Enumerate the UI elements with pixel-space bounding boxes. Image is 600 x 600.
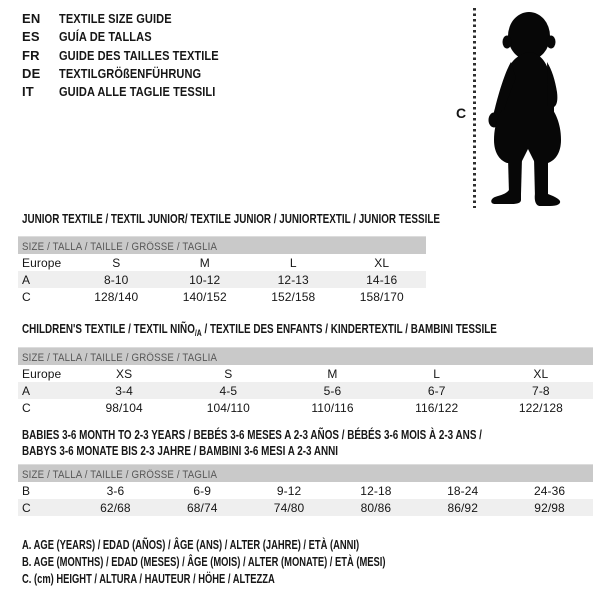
language-row (22, 29, 247, 47)
language-code: DE (22, 65, 41, 81)
row-label: A (22, 272, 31, 287)
row-label: C (22, 400, 31, 415)
size-value: 128/140 (94, 289, 139, 304)
height-measure-line (473, 8, 476, 208)
size-value: M (199, 255, 210, 270)
size-value: 9-12 (276, 483, 302, 498)
size-value: 62/68 (100, 500, 131, 515)
size-value: M (327, 366, 338, 381)
size-header-bar (18, 236, 426, 254)
row-label: Europe (22, 366, 62, 381)
size-value: 18-24 (447, 483, 479, 498)
row-label: C (22, 289, 31, 304)
language-guide-title: TEXTILGRÖßENFÜHRUNG (59, 65, 202, 81)
language-code: ES (22, 29, 40, 45)
size-header-bar (18, 464, 593, 482)
row-label: Europe (22, 255, 62, 270)
table-title-segment: JUNIOR TEXTILE / TEXTIL JUNIOR/ TEXTILE JUNIOR / JUNIORTEXTIL / JUNIOR TESSILE (22, 211, 440, 226)
size-value: 140/152 (182, 289, 227, 304)
language-guide-title: GUÍA DE TALLAS (59, 29, 152, 45)
row-label: A (22, 383, 31, 398)
size-value: S (112, 255, 121, 270)
size-value: 74/80 (273, 500, 305, 515)
row-label: C (22, 500, 31, 515)
language-code: FR (22, 47, 40, 63)
size-value: 12-13 (277, 272, 309, 287)
size-value: L (433, 366, 441, 381)
size-value: 4-5 (219, 383, 238, 398)
size-table (18, 482, 593, 516)
table-title-segment: BABYS 3-6 MONATE BIS 2-3 JAHRE / BAMBINI 3-6 MESI A 2-3 ANNI (22, 443, 339, 458)
language-code: EN (22, 11, 41, 26)
size-row (18, 254, 426, 271)
size-value: 12-18 (360, 483, 392, 498)
baby-silhouette-icon (482, 10, 572, 208)
size-value: 152/158 (271, 289, 316, 304)
table-title-segment: BABIES 3-6 MONTH TO 2-3 YEARS / BEBÉS 3-6 MESES A 2-3 AÑOS / BÉBÉS 3-6 MOIS À 2-3 ANS / (22, 427, 482, 442)
size-value: S (224, 366, 233, 381)
language-guide-title: GUIDA ALLE TAGLIE TESSILI (59, 84, 216, 100)
size-row (18, 499, 593, 516)
size-value: 80/86 (360, 500, 392, 515)
table-title (22, 427, 482, 459)
size-value: L (289, 255, 297, 270)
size-header-bar (18, 347, 593, 365)
language-title-list (22, 11, 247, 102)
size-row (18, 271, 426, 288)
size-value: 3-6 (106, 483, 125, 498)
size-value: 10-12 (189, 272, 221, 287)
size-value: 8-10 (104, 272, 129, 287)
row-label: B (22, 483, 31, 498)
table-title (22, 321, 497, 341)
size-header-label: SIZE / TALLA / TAILLE / GRÖSSE / TAGLIA (22, 469, 218, 481)
language-row (22, 66, 247, 84)
size-value: XL (374, 255, 390, 270)
size-row (18, 482, 593, 499)
language-row (22, 84, 247, 102)
size-value: 14-16 (366, 272, 398, 287)
language-code: IT (22, 84, 34, 100)
size-row (18, 288, 426, 305)
language-row (22, 48, 247, 66)
size-value: 6-9 (193, 483, 212, 498)
table-title-segment: / TEXTILE DES ENFANTS / KINDERTEXTIL / BAMBINI TESSILE (201, 321, 497, 336)
size-value: XL (533, 366, 549, 381)
legend-line: C. (cm) HEIGHT / ALTURA / HAUTEUR / HÖHE / ALTEZZA (22, 572, 275, 587)
size-value: XS (115, 366, 133, 381)
table-title-segment: CHILDREN'S TEXTILE / TEXTIL NIÑO (22, 321, 195, 336)
size-value: 6-7 (427, 383, 446, 398)
size-value: 3-4 (115, 383, 133, 398)
legend (22, 537, 507, 589)
height-label: C (456, 105, 467, 121)
table-title-segment: /A (194, 328, 202, 338)
size-value: 98/104 (105, 400, 143, 415)
table-title (22, 211, 440, 227)
size-value: 24-36 (533, 483, 566, 498)
size-header-label: SIZE / TALLA / TAILLE / GRÖSSE / TAGLIA (22, 352, 218, 364)
size-value: 7-8 (532, 383, 550, 398)
size-value: 116/122 (415, 400, 459, 415)
size-table (18, 254, 426, 305)
size-value: 104/110 (206, 400, 250, 415)
size-value: 5-6 (323, 383, 342, 398)
size-value: 92/98 (534, 500, 565, 515)
size-header-label: SIZE / TALLA / TAILLE / GRÖSSE / TAGLIA (22, 241, 218, 253)
size-row (18, 365, 593, 382)
size-value: 122/128 (518, 400, 563, 415)
babies-textile-section (18, 427, 593, 517)
size-value: 86/92 (447, 500, 478, 515)
junior-textile-section (18, 211, 440, 307)
legend-line: B. AGE (MONTHS) / EDAD (MESES) / ÂGE (MOIS) / ALTER (MONATE) / ETÀ (MESI) (22, 555, 386, 570)
size-value: 110/116 (311, 400, 354, 415)
language-guide-title: TEXTILE SIZE GUIDE (59, 11, 172, 26)
legend-line: A. AGE (YEARS) / EDAD (AÑOS) / ÂGE (ANS) / ALTER (JAHRE) / ETÀ (ANNI) (22, 538, 360, 552)
language-guide-title: GUIDE DES TAILLES TEXTILE (59, 47, 219, 63)
size-value: 158/170 (359, 289, 404, 304)
language-row (22, 11, 247, 29)
size-table (18, 365, 593, 416)
childrens-textile-section (18, 321, 593, 418)
size-row (18, 382, 593, 399)
size-row (18, 399, 593, 416)
size-value: 68/74 (186, 500, 218, 515)
